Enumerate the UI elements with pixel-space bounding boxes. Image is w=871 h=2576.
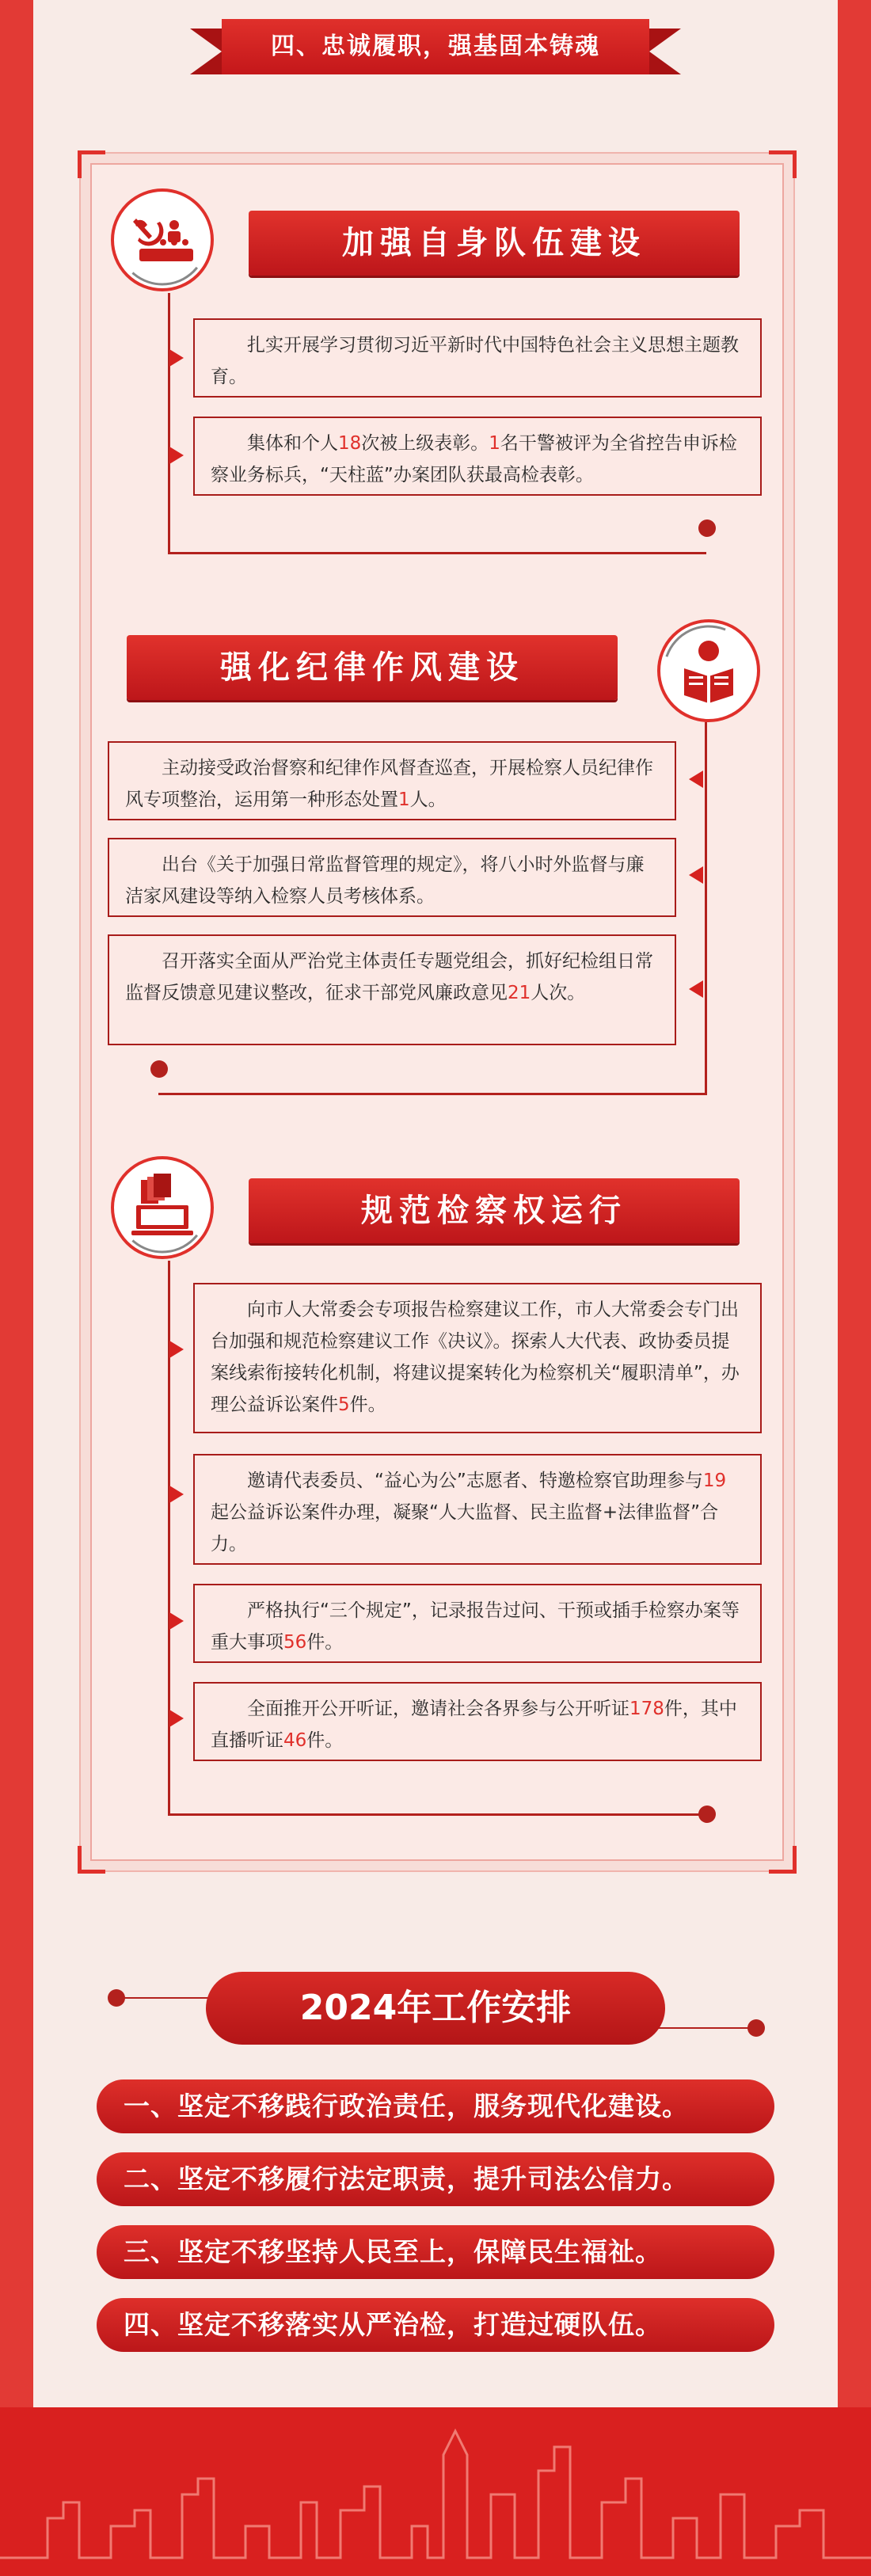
banner-title: 四、忠诚履职，强基固本铸魂 <box>222 19 649 74</box>
section3-card-3 <box>193 1584 762 1663</box>
banner-tail-right <box>649 29 681 74</box>
timeline-line <box>168 552 706 554</box>
card-text: 件。 <box>306 1730 344 1751</box>
section2-card-2 <box>108 838 676 917</box>
timeline-line <box>168 293 170 554</box>
card-text: 严格执行“三个规定”，记录报告过问、干预或插手检察办案等重大事项 <box>211 1600 740 1653</box>
card-text: 全面推开公开听证，邀请社会各界参与公开听证 <box>247 1699 629 1719</box>
section3-card-1 <box>193 1283 762 1433</box>
bullet-marker <box>689 771 703 788</box>
bullet-marker <box>169 1341 184 1358</box>
card-text: 人次。 <box>531 983 586 1003</box>
bullet-marker <box>169 1486 184 1503</box>
section1-title: 加强自身队伍建设 <box>249 211 740 276</box>
timeline-dot <box>150 1060 168 1078</box>
timeline-dot <box>698 1805 716 1823</box>
card-text: 件，其中直播听证 <box>211 1699 737 1751</box>
section3-icon-badge <box>111 1156 214 1259</box>
card-text: 起公益诉讼案件办理，凝聚“人大监督、民主监督+法律监督”合力。 <box>211 1502 719 1554</box>
section2-card-3 <box>108 934 676 1045</box>
plan-item: 一、坚定不移践行政治责任，服务现代化建设。 <box>97 2079 774 2133</box>
reading-person-icon <box>660 622 757 719</box>
divider-dot <box>747 2019 765 2037</box>
top-banner <box>190 19 681 84</box>
section2-title: 强化纪律作风建设 <box>127 635 618 700</box>
card-text: 召开落实全面从严治党主体责任专题党组会，抓好纪检组日常监督反馈意见建议整改，征求干部党风廉政意见 <box>125 951 653 1003</box>
plan-item: 四、坚定不移落实从严治检，打造过硬队伍。 <box>97 2298 774 2352</box>
timeline-line <box>705 722 707 1094</box>
section3-title: 规范检察权运行 <box>249 1178 740 1243</box>
card-text: 向市人大常委会专项报告检察建议工作，市人大常委会专门出台加强和规范检察建议工作《决议》。探索人大代表、政协委员提案线索衔接转化机制，将建议提案转化为检察机关“履职清单”，办理公益诉讼案件 <box>211 1299 740 1415</box>
left-border <box>0 0 33 2576</box>
timeline-line <box>158 1093 707 1095</box>
section1-icon-badge <box>111 188 214 291</box>
highlight-number: 18 <box>338 433 362 454</box>
banner-tail-left <box>190 29 222 74</box>
card-text: 人。 <box>409 790 447 810</box>
corner-decoration <box>78 150 105 178</box>
card-text: 邀请代表委员、“益心为公”志愿者、特邀检察官助理参与 <box>247 1471 703 1491</box>
card-text: 主动接受政治督察和纪律作风督查巡查，开展检察人员纪律作风专项整治，运用第一种形态处置 <box>125 758 653 810</box>
timeline-line <box>168 1813 706 1816</box>
highlight-number: 46 <box>283 1730 307 1751</box>
bullet-marker <box>169 349 184 367</box>
bullet-marker <box>689 866 703 884</box>
right-border <box>838 0 871 2576</box>
plan-item: 三、坚定不移坚持人民至上，保障民生福祉。 <box>97 2225 774 2279</box>
highlight-number: 5 <box>338 1395 350 1415</box>
corner-decoration <box>769 150 797 178</box>
city-skyline-icon <box>0 2407 871 2576</box>
card-text: 名干警被评为全省控告申诉检察业务标兵，“天柱蓝”办案团队获最高检表彰。 <box>211 433 737 485</box>
card-text: 件。 <box>306 1632 344 1653</box>
highlight-number: 56 <box>283 1632 307 1653</box>
section3-card-4 <box>193 1682 762 1761</box>
section2-card-1 <box>108 741 676 820</box>
section3-card-2 <box>193 1454 762 1565</box>
corner-decoration <box>78 1846 105 1874</box>
highlight-number: 19 <box>702 1471 727 1491</box>
card-text: 扎实开展学习贯彻习近平新时代中国特色社会主义思想主题教育。 <box>211 335 739 387</box>
party-emblem-icon <box>114 192 211 288</box>
plan-title: 2024年工作安排 <box>206 1972 665 2045</box>
card-text: 件。 <box>349 1395 386 1415</box>
documents-computer-icon <box>114 1159 211 1256</box>
bullet-marker <box>169 1612 184 1630</box>
card-text: 次被上级表彰。 <box>361 433 489 454</box>
timeline-dot <box>698 519 716 537</box>
corner-decoration <box>769 1846 797 1874</box>
section1-card-2 <box>193 417 762 496</box>
section2-icon-badge <box>657 619 760 722</box>
divider-dot <box>108 1989 125 2007</box>
card-text: 出台《关于加强日常监督管理的规定》，将八小时外监督与廉洁家风建设等纳入检察人员考核体系。 <box>125 854 645 907</box>
highlight-number: 178 <box>629 1699 664 1719</box>
title-divider <box>119 1997 214 1999</box>
title-divider <box>657 2027 752 2029</box>
bullet-marker <box>169 447 184 464</box>
bullet-marker <box>169 1710 184 1727</box>
bullet-marker <box>689 980 703 998</box>
plan-item: 二、坚定不移履行法定职责，提升司法公信力。 <box>97 2152 774 2206</box>
section1-card-1 <box>193 318 762 398</box>
footer <box>0 2407 871 2576</box>
card-text: 集体和个人 <box>247 433 338 454</box>
highlight-number: 1 <box>398 790 410 810</box>
highlight-number: 21 <box>508 983 531 1003</box>
highlight-number: 1 <box>489 433 500 454</box>
